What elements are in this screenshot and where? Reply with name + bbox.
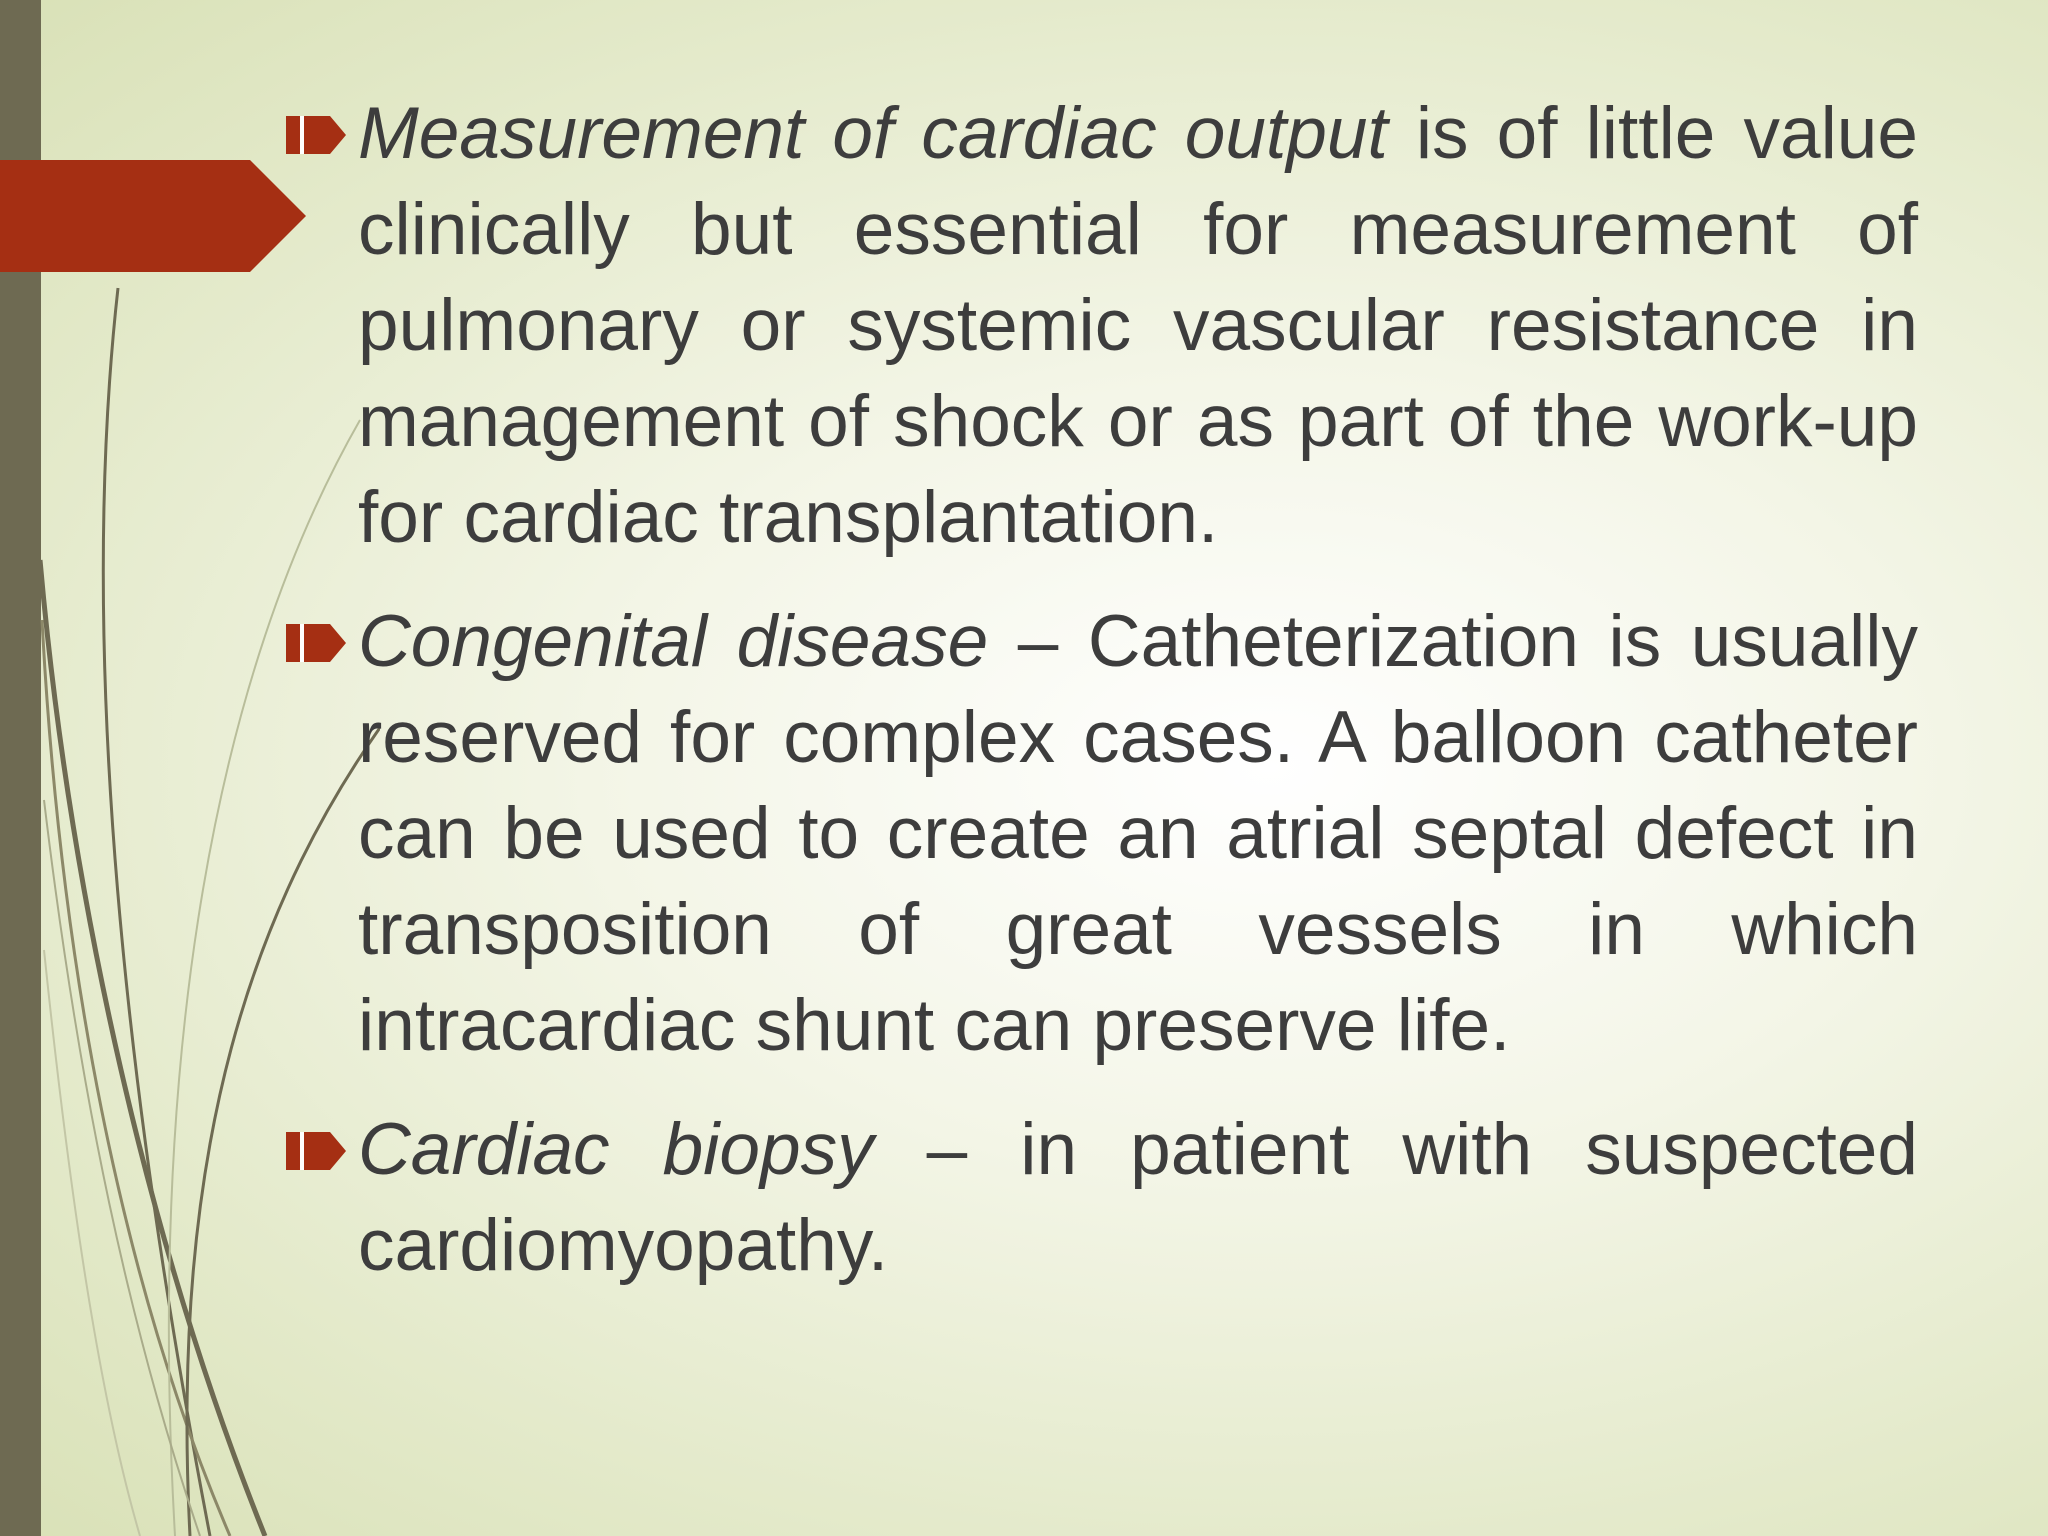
bullet-item-cardiac-output [278,86,1918,566]
bullet-italic-term: Cardiac biopsy [358,1109,874,1190]
bullet-text [358,86,1918,566]
slide-content [278,86,1918,1322]
right-arrow-bullet-icon [286,624,346,662]
bullet-body: – in patient with suspected cardiomyopathy. [358,1109,1918,1286]
bullet-item-cardiac-biopsy [278,1102,1918,1294]
bullet-body: – Catheterization is usually reserved for complex cases. A balloon catheter can be used to create an atrial septal defect in transposition of great vessels in which intracardiac shunt can preserve life. [358,601,1918,1066]
bullet-item-congenital-disease [278,594,1918,1074]
bullet-body: is of little value clinically but essential for measurement of pulmonary or systemic vascular resistance in management of shock or as part of the work-up for cardiac transplantation. [358,93,1918,558]
accent-arrow-tab [0,160,306,272]
right-arrow-bullet-icon [286,116,346,154]
bullet-italic-term: Congenital disease [358,601,989,682]
bullet-italic-term: Measurement of cardiac output [358,93,1388,174]
bullet-text [358,1102,1918,1294]
right-arrow-bullet-icon [286,1132,346,1170]
bullet-text [358,594,1918,1074]
